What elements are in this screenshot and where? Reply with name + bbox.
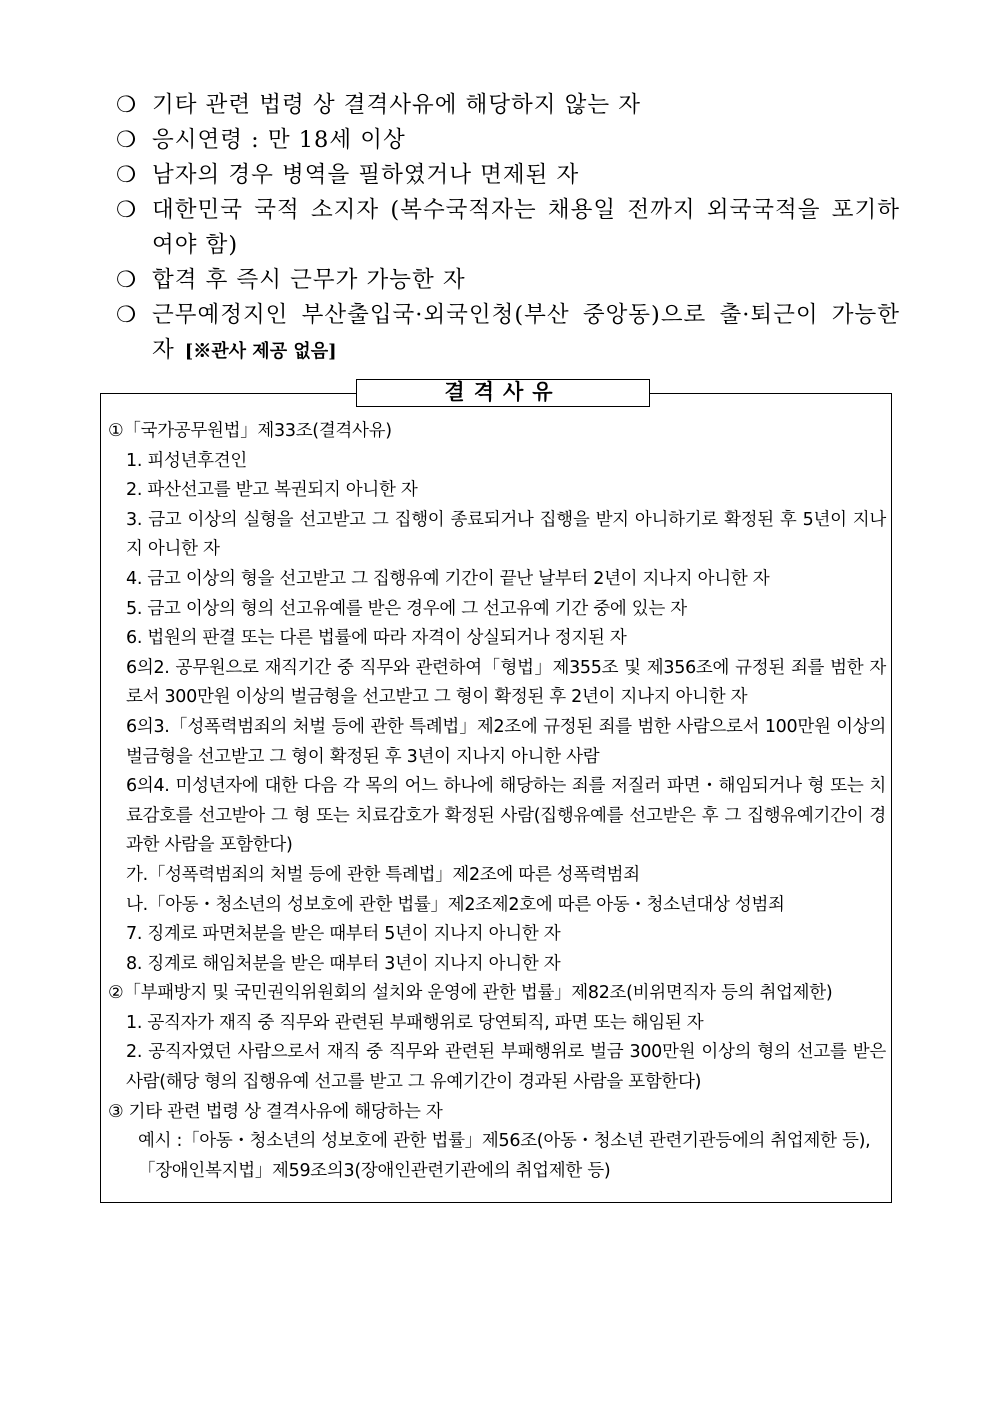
clause-line: 6의3.「성폭력범죄의 처벌 등에 관한 특례법」제2조에 규정된 죄를 범한 사람으로서 100만원 이상의 벌금형을 선고받고 그 형이 확정된 후 3년이 지나지 아니한 사람 [126, 716, 886, 767]
circle-bullet-icon: ❍ [116, 92, 138, 118]
clause-line: 6의2. 공무원으로 재직기간 중 직무와 관련하여「형법」제355조 및 제356조에 규정된 죄를 범한 자로서 300만원 이상의 벌금형을 선고받고 그 형이 확정된 후 2년이 지나지 아니한 자 [126, 657, 886, 708]
clause-line: 6의4. 미성년자에 대한 다음 각 목의 어느 하나에 해당하는 죄를 저질러 파면・해임되거나 형 또는 치료감호를 선고받아 그 형 또는 치료감호가 확정된 사람(집행유예를 선고받은 후 그 집행유예기간이 경과한 사람을 포함한다) [126, 776, 886, 856]
example-line: 예시 :「아동・청소년의 성보호에 관한 법률」제56조(아동・청소년 관련기관등에의 취업제한 등), [138, 1131, 871, 1152]
clause-line: 8. 징계로 해임처분을 받은 때부터 3년이 지나지 아니한 자 [126, 953, 561, 974]
qualification-item [116, 123, 900, 158]
qualification-item [116, 88, 900, 123]
section-heading: ①「국가공무원법」제33조(결격사유) [108, 421, 392, 441]
example-line: 「장애인복지법」제59조의3(장애인관련기관에의 취업제한 등) [138, 1160, 611, 1181]
clause-line: 1. 공직자가 재직 중 직무와 관련된 부패행위로 당연퇴직, 파면 또는 해임된 자 [126, 1012, 704, 1033]
disqualification-title: 결격사유 [356, 379, 650, 407]
section-heading: ③ 기타 관련 법령 상 결격사유에 해당하는 자 [108, 1101, 443, 1122]
disqualification-content [108, 417, 886, 1186]
clause-line: 5. 금고 이상의 형의 선고유예를 받은 경우에 그 선고유예 기간 중에 있는 자 [126, 598, 687, 619]
clause-line: 2. 파산선고를 받고 복권되지 아니한 자 [126, 480, 418, 501]
clause-line: 7. 징계로 파면처분을 받은 때부터 5년이 지나지 아니한 자 [126, 924, 561, 945]
circle-bullet-icon: ❍ [116, 197, 138, 223]
clause-line: 6. 법원의 판결 또는 다른 법률에 따라 자격이 상실되거나 정지된 자 [126, 628, 627, 649]
qualification-item [116, 193, 900, 263]
clause-line: 가.「성폭력범죄의 처벌 등에 관한 특례법」제2조에 따른 성폭력범죄 [126, 864, 640, 885]
circle-bullet-icon: ❍ [116, 267, 138, 293]
qualification-text: 남자의 경우 병역을 필하였거나 면제된 자 [152, 162, 580, 188]
qualification-item [116, 263, 900, 298]
circle-bullet-icon: ❍ [116, 302, 138, 328]
qualification-text: 합격 후 즉시 근무가 가능한 자 [152, 267, 466, 293]
qualification-text: 기타 관련 법령 상 결격사유에 해당하지 않는 자 [152, 92, 642, 118]
clause-line: 나.「아동・청소년의 성보호에 관한 법률」제2조제2호에 따른 아동・청소년대상 성범죄 [126, 894, 785, 915]
qualification-note: [※관사 제공 없음] [184, 341, 337, 362]
clause-line: 3. 금고 이상의 실형을 선고받고 그 집행이 종료되거나 집행을 받지 아니하기로 확정된 후 5년이 지나지 아니한 자 [126, 509, 886, 560]
clause-line: 4. 금고 이상의 형을 선고받고 그 집행유예 기간이 끝난 날부터 2년이 지나지 아니한 자 [126, 568, 770, 589]
qualification-text: 대한민국 국적 소지자 (복수국적자는 채용일 전까지 외국국적을 포기하여야 함) [152, 197, 900, 258]
clause-line: 1. 피성년후견인 [126, 450, 247, 471]
circle-bullet-icon: ❍ [116, 162, 138, 188]
circle-bullet-icon: ❍ [116, 127, 138, 153]
qualification-text: 응시연령 : 만 18세 이상 [152, 127, 406, 153]
qualification-list [116, 88, 900, 369]
qualification-text: 근무예정지인 부산출입국·외국인청(부산 중앙동)으로 출·퇴근이 가능한 자 [152, 302, 900, 363]
section-heading: ②「부패방지 및 국민권익위원회의 설치와 운영에 관한 법률」제82조(비위면직자 등의 취업제한) [108, 983, 833, 1004]
qualification-item [116, 298, 900, 369]
clause-line: 2. 공직자였던 사람으로서 재직 중 직무와 관련된 부패행위로 벌금 300만원 이상의 형의 선고를 받은 사람(해당 형의 집행유예 선고를 받고 그 유예기간이 경과된 사람을 포함한다) [126, 1042, 886, 1093]
qualification-item [116, 158, 900, 193]
